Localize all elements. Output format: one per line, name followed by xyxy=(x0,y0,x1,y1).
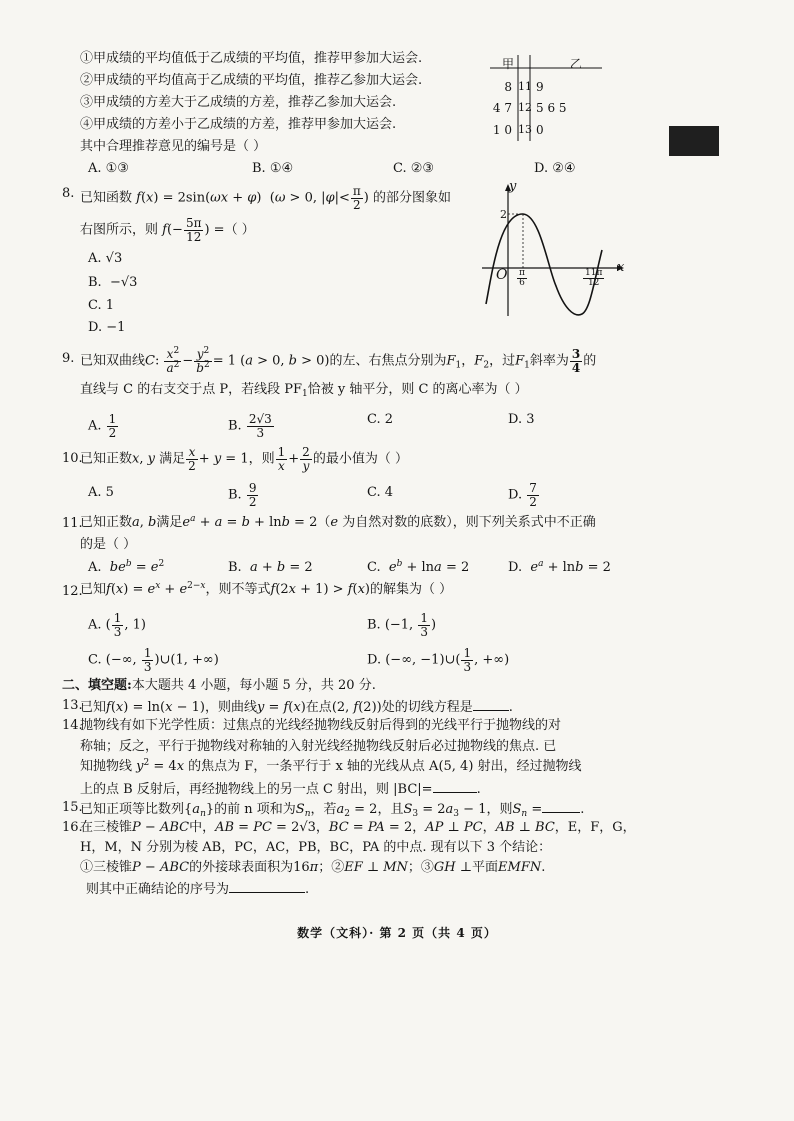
q14-line1: 抛物线有如下光学性质：过焦点的光线经抛物线反射后得到的光线平行于抛物线的对 xyxy=(80,718,562,733)
q16-line3: ①三棱锥P − ABC的外接球表面积为16π；②EF ⊥ MN；③GH ⊥平面EMFN. xyxy=(80,860,546,875)
q7-option-c: C. ②③ xyxy=(393,161,435,176)
q9-line2: 直线与 C 的右支交于点 P，若线段 $PF_1$恰被 y 轴平分，则 C 的离心率为（ ） xyxy=(80,382,528,399)
q8-line2: 右图所示，则 f(− $\frac{5\pi}{12}$ ) =（ ） xyxy=(80,216,255,244)
q7-statement-2: ②甲成绩的平均值高于乙成绩的平均值，推荐乙参加大运会. xyxy=(80,73,423,88)
q9-option-c: C. 2 xyxy=(367,412,394,427)
q9-option-a: A. $\frac{1}{2}$ xyxy=(88,412,117,440)
stem-leaf-row3-stem: 13 xyxy=(518,123,532,136)
stem-leaf-row3-right: 0 xyxy=(536,123,544,137)
q9-number: 9. xyxy=(62,351,75,366)
page-edge-tab xyxy=(669,126,719,156)
q8-graph-x-label: x xyxy=(617,260,625,275)
q7-option-d: D. ②④ xyxy=(534,161,576,176)
q11-option-c: C. $e^b + \ln a = 2$ xyxy=(367,559,470,575)
q10-option-c: C. 4 xyxy=(367,485,394,500)
q8-sine-graph xyxy=(478,178,628,318)
q7-statement-1: ①甲成绩的平均值低于乙成绩的平均值，推荐甲参加大运会. xyxy=(80,51,423,66)
q15-number: 15. xyxy=(62,800,83,815)
q11-number: 11. xyxy=(62,516,83,531)
page-footer: 数学（文科）· 第 2 页（共 4 页） xyxy=(297,926,497,940)
q16-line4: 则其中正确结论的序号为 . xyxy=(86,882,310,897)
q12-option-d: D. (−∞, −1)∪( $\frac{1}{3}$ , +∞) xyxy=(367,646,510,674)
q10-option-a: A. 5 xyxy=(88,485,114,500)
q8-graph-tick1: $\frac{\pi}{6}$ xyxy=(519,268,525,289)
q11-line1: 已知正数a, b满足$e^a + a = b + \ln b = 2(e$ 为自然对数的底数），则下列关系式中不正确 xyxy=(80,514,596,530)
q10-number: 10. xyxy=(62,451,83,466)
q9-option-b: B. $\frac{2√3}{3}$ xyxy=(228,412,272,440)
q12-option-b: B. (−1, $\frac{1}{3}$ ) xyxy=(367,611,437,639)
stem-leaf-row1-stem: 11 xyxy=(518,80,532,93)
q8-option-b: B. −√3 xyxy=(88,275,138,290)
q13-line: 已知f(x) = ln(x − 1)，则曲线y = f(x)在点(2, f(2))处的切线方程是 . xyxy=(80,700,513,715)
q7-statement-3: ③甲成绩的方差大于乙成绩的方差，推荐乙参加大运会. xyxy=(80,95,397,110)
section2-heading: 二、填空题:本大题共 4 小题，每小题 5 分，共 20 分. xyxy=(62,678,376,693)
q12-option-a: A. ( $\frac{1}{3}$ , 1) xyxy=(88,611,146,639)
q8-option-a: A. √3 xyxy=(88,251,123,266)
q12-option-c: C. (−∞, $\frac{1}{3}$ )∪(1, +∞) xyxy=(88,646,219,674)
q7-option-a: A. ①③ xyxy=(88,161,129,176)
q7-statement-4: ④甲成绩的方差小于乙成绩的方差，推荐甲参加大运会. xyxy=(80,117,397,132)
q8-number: 8. xyxy=(62,186,75,201)
stem-leaf-header-right: 乙 xyxy=(570,57,583,71)
q10-option-d: D. $\frac{7}{2}$ xyxy=(508,481,537,509)
q11-option-b: B. a + b = 2 xyxy=(228,560,313,575)
q11-line2: 的是（ ） xyxy=(80,537,137,552)
q7-prompt: 其中合理推荐意见的编号是（ ） xyxy=(80,139,267,154)
q14-line4: 上的点 B 反射后，再经抛物线上的另一点 C 射出，则 |BC|= . xyxy=(80,782,481,797)
q15-line: 已知正项等比数列$\{a_n\}$的前 n 项和为$S_n$，若$a_2 = 2$，且$S_3 = 2a_3 - 1$，则$S_n$ = . xyxy=(80,802,585,819)
stem-leaf-row2-stem: 12 xyxy=(518,101,532,114)
stem-leaf-row3-left: 1 0 xyxy=(492,123,512,137)
q14-number: 14. xyxy=(62,718,83,733)
q9-option-d: D. 3 xyxy=(508,412,535,427)
q16-line1: 在三棱锥P − ABC中，AB = PC = 2√3，BC = PA = 2，AP ⊥ PC，AB ⊥ BC，E，F，G， xyxy=(80,820,636,835)
stem-leaf-row2-left: 4 7 xyxy=(492,101,512,115)
q8-graph-y-label: y xyxy=(509,179,517,194)
q14-line2: 称轴；反之，平行于抛物线对称轴的入射光线经抛物线反射后必过抛物线的焦点. 已 xyxy=(80,739,557,754)
q8-option-d: D. −1 xyxy=(88,320,126,335)
stem-leaf-row1-right: 9 xyxy=(536,80,544,94)
q8-option-c: C. 1 xyxy=(88,298,115,313)
stem-leaf-row1-left: 8 xyxy=(504,80,512,94)
q11-option-a: A. $be^b = e^2$ xyxy=(88,559,165,575)
q14-line3: 知抛物线 $y^2 = 4x$ 的焦点为 F，一条平行于 x 轴的光线从点 A(5, 4) 射出，经过抛物线 xyxy=(80,758,582,774)
q8-graph-tick2: $\frac{11\pi}{12}$ xyxy=(585,268,603,289)
q8-line1: 已知函数 f(x) = 2sin(ωx + φ) (ω > 0, |φ|< $\frac{\pi}{2}$ ) 的部分图象如 xyxy=(80,184,452,212)
stem-leaf-header-left: 甲 xyxy=(502,57,515,71)
q7-option-b: B. ①④ xyxy=(252,161,294,176)
q12-line1: 已知$f(x) = e^x + e^{2-x}$，则不等式f(2x + 1) > f(x)的解集为（ ） xyxy=(80,581,453,597)
q11-option-d: D. $e^a + \ln b = 2$ xyxy=(508,559,611,575)
q12-number: 12. xyxy=(62,584,83,599)
q16-number: 16. xyxy=(62,820,83,835)
q10-option-b: B. $\frac{9}{2}$ xyxy=(228,481,257,509)
stem-leaf-plot xyxy=(486,53,606,143)
q13-number: 13. xyxy=(62,698,83,713)
stem-leaf-row2-right: 5 6 5 xyxy=(536,101,567,115)
q9-line1: 已知双曲线C: $\frac{x^2}{a^2}$ − $\frac{y^2}{b^2}$ = 1 (a > 0, b > 0)的左、右焦点分别为$F_1$，$F_2$，过$F_1$斜率为 $\frac{3}{4}$ 的 xyxy=(80,346,597,375)
q10-line1: 已知正数x, y 满足 $\frac{x}{2}$ + y = 1，则 $\frac{1}{x}$ + $\frac{2}{y}$ 的最小值为（ ） xyxy=(80,445,408,473)
q16-line2: H，M，N 分别为棱 AB，PC，AC，PB，BC，PA 的中点. 现有以下 3 个结论： xyxy=(80,840,552,855)
q8-graph-origin: O xyxy=(496,267,508,283)
q8-graph-max: 2 xyxy=(500,208,507,221)
